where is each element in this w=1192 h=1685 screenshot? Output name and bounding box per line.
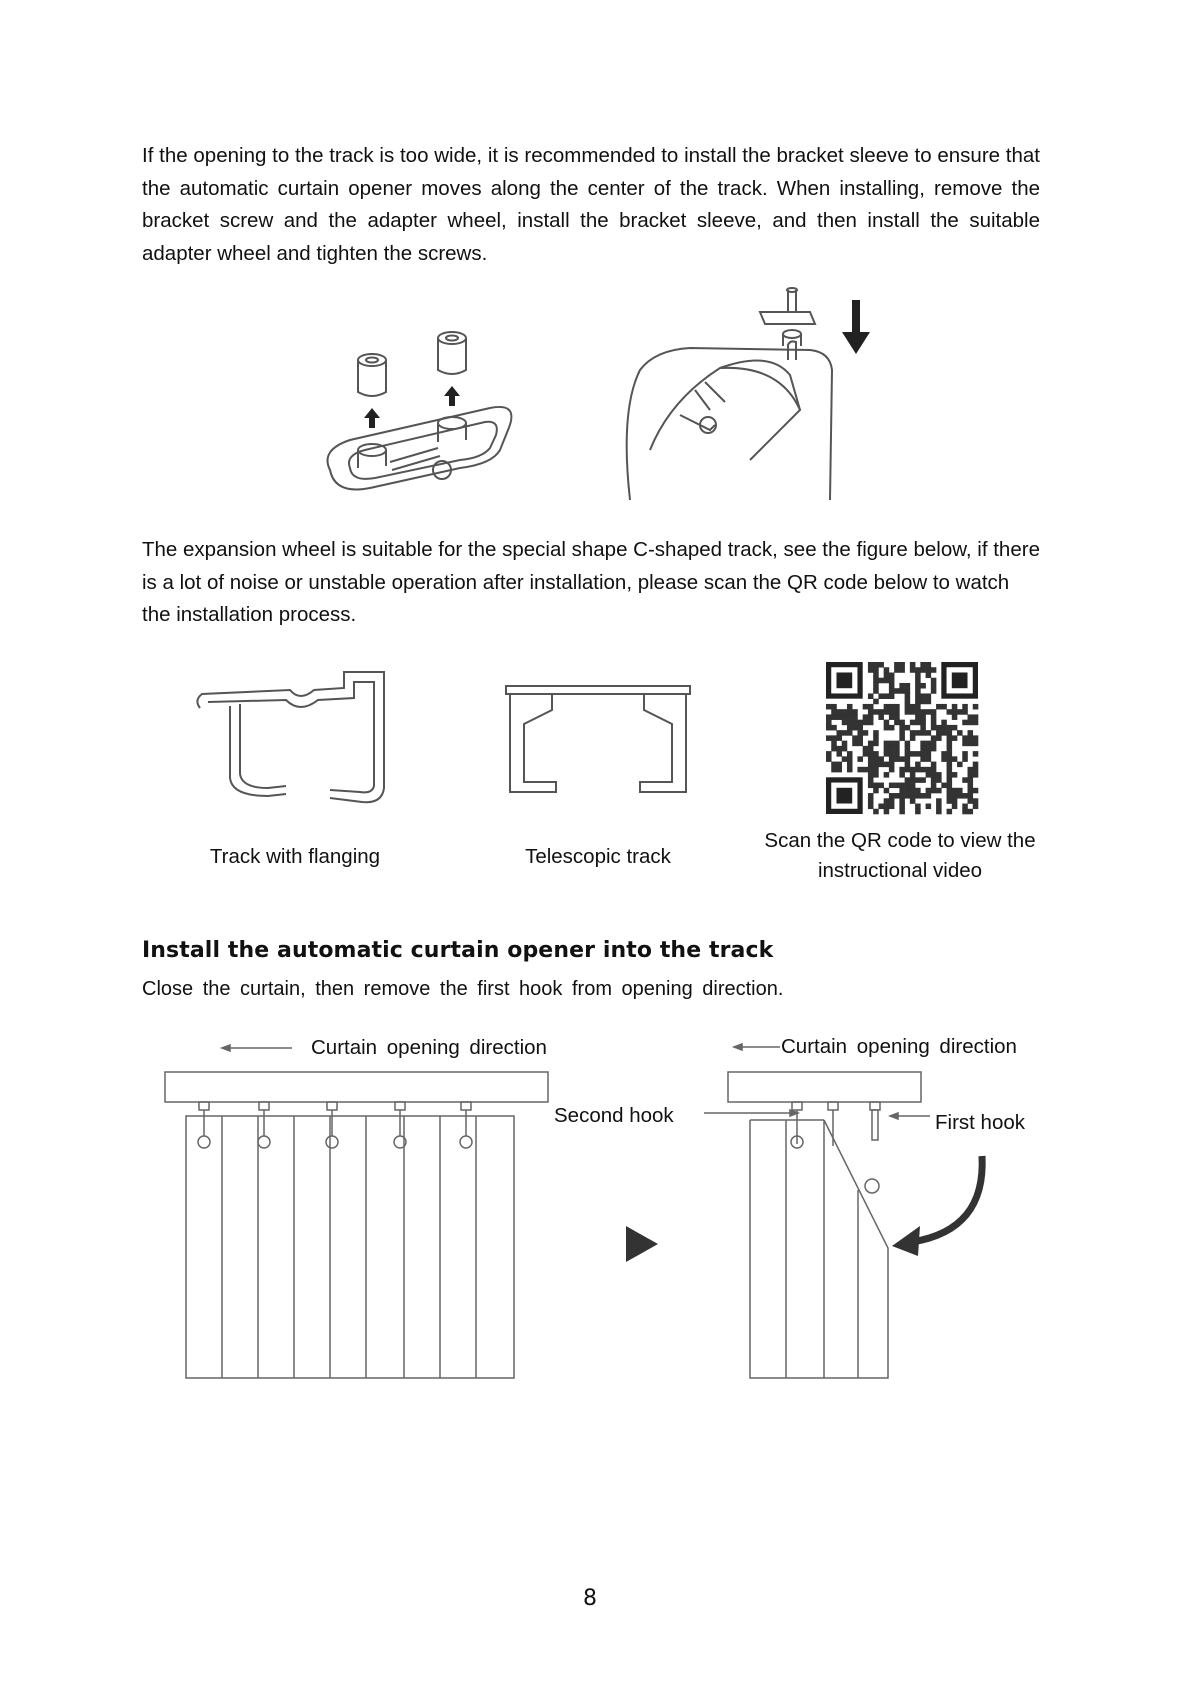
up-arrow-icon bbox=[364, 386, 460, 428]
down-arrow-icon bbox=[842, 300, 870, 354]
opener-body-figure bbox=[627, 288, 832, 500]
second-hook-pointer bbox=[704, 1110, 798, 1116]
qr-code[interactable] bbox=[826, 662, 978, 814]
bracket-sleeve-illustration bbox=[310, 290, 890, 510]
next-step-arrow-icon bbox=[624, 1224, 660, 1264]
track-with-flanging-profile bbox=[194, 670, 394, 805]
second-hook-label: Second hook bbox=[554, 1104, 674, 1127]
curtain-direction-label-left: Curtain opening direction bbox=[311, 1036, 547, 1059]
qr-code-caption: Scan the QR code to view the instructional video bbox=[764, 829, 1036, 882]
left-arrow-icon bbox=[222, 1045, 292, 1051]
expansion-wheel-paragraph: The expansion wheel is suitable for the special shape C-shaped track, see the figure below, if there is a lot of noise or unstable operation after installation, please scan the QR code below to watch the installation process. bbox=[142, 538, 1040, 626]
first-hook-label: First hook bbox=[935, 1111, 1025, 1134]
telescopic-track-profile bbox=[504, 684, 694, 796]
left-arrow-icon bbox=[734, 1044, 780, 1050]
page-number: 8 bbox=[583, 1586, 597, 1611]
telescopic-track-caption: Telescopic track bbox=[525, 845, 671, 868]
first-hook bbox=[870, 1102, 880, 1110]
curtain-direction-label-right: Curtain opening direction bbox=[781, 1035, 1017, 1058]
curved-arrow-icon bbox=[892, 1156, 982, 1256]
bracket-base-figure bbox=[328, 332, 512, 490]
curtain-rail bbox=[728, 1072, 921, 1102]
curtain-rail bbox=[165, 1072, 548, 1102]
bracket-sleeve-paragraph: If the opening to the track is too wide, it is recommended to install the bracket sleeve to ensure that the automatic curtain opener moves along the center of the track. When installing, remove the bracket screw and the adapter wheel, install the bracket sleeve, and then install the suitable adapter wheel and tighten the screws. bbox=[142, 144, 1040, 265]
install-section-heading: Install the automatic curtain opener into the track bbox=[142, 938, 774, 963]
curtain-hook-removed-figure bbox=[720, 1030, 1040, 1390]
track-with-flanging-caption: Track with flanging bbox=[209, 845, 381, 868]
curtain-closed-figure bbox=[160, 1030, 560, 1390]
install-instruction: Close the curtain, then remove the first hook from opening direction. bbox=[142, 978, 784, 1000]
first-hook-pointer bbox=[890, 1113, 930, 1119]
